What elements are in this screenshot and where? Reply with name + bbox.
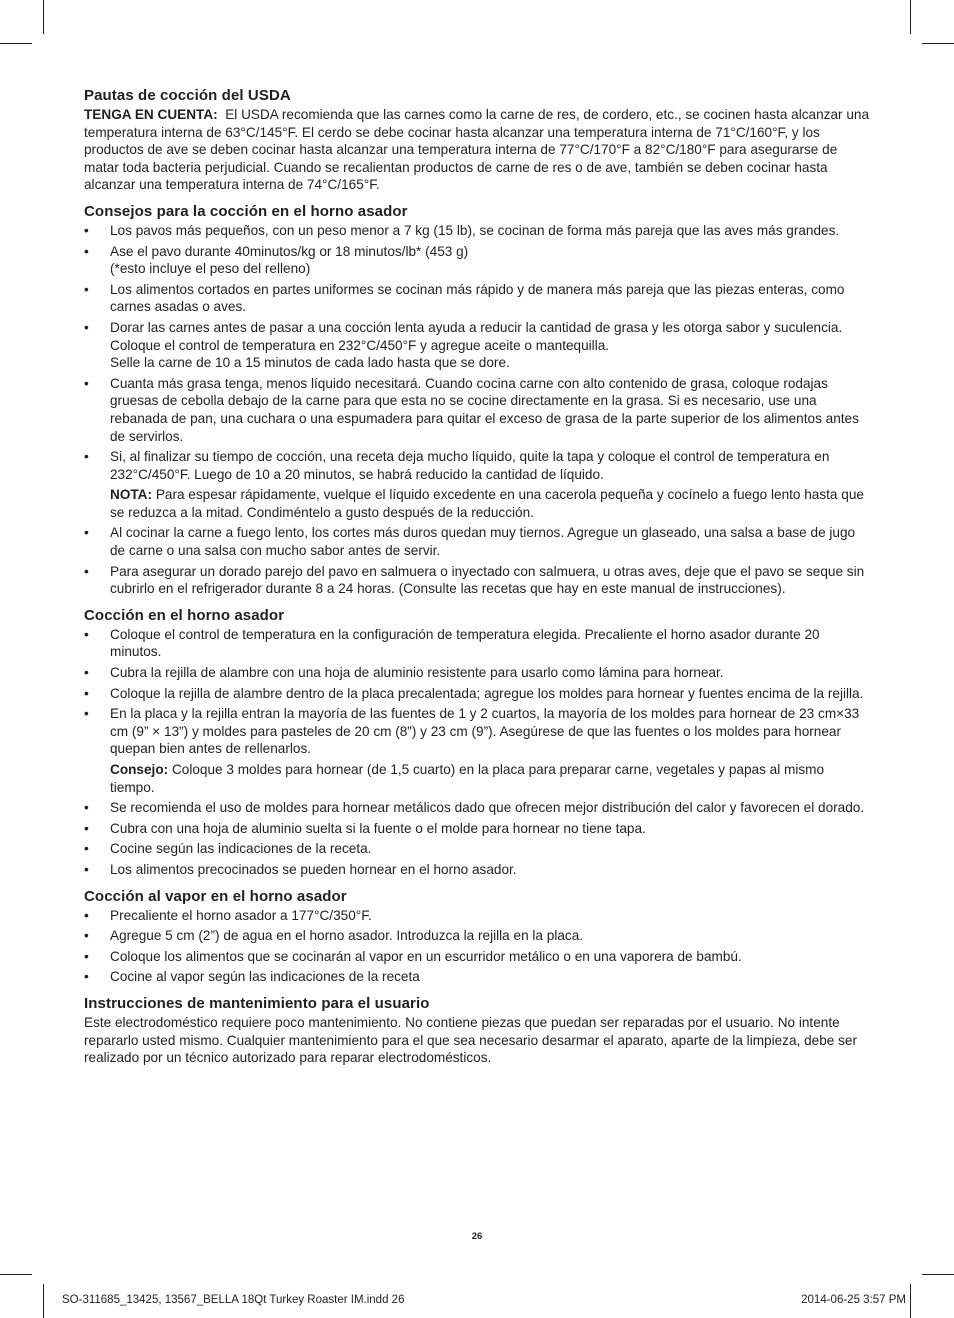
page-number: 26: [471, 1231, 483, 1242]
list-item: • En la placa y la rejilla entran la mayoría de las fuentes de 1 y 2 cuartos, la mayoría de los moldes para hornear de 23 cm×33 cm (9” × 13”) y moldes para pasteles de 20 cm (8”) y 23 cm (9”). Asegúrese de que las fuentes o los moldes para hornear quepan bien antes de rellenarlos.: [84, 706, 860, 757]
list-item: • Coloque los alimentos que se cocinarán al vapor en un escurridor metálico o en una vaporera de bambú.: [84, 948, 742, 964]
vapor-list: [84, 907, 872, 986]
list-item: • Cocine según las indicaciones de la receta.: [84, 841, 372, 857]
coccion-section: [84, 606, 872, 879]
coccion-heading: Cocción en el horno asador: [84, 606, 285, 624]
bullet: •: [84, 706, 89, 722]
bullet: •: [84, 948, 89, 964]
list-item: • Coloque la rejilla de alambre dentro de la placa precalentada; agregue los moldes para hornear y fuentes encima de la rejilla.: [84, 685, 864, 701]
list-item: • Ase el pavo durante 40minutos/kg or 18 minutos/lb* (453 g) (*esto incluye el peso del relleno): [84, 243, 469, 277]
bullet: •: [84, 626, 89, 642]
mantenimiento-text: Este electrodoméstico requiere poco mantenimiento. No contiene piezas que puedan ser reparadas por el usuario. No intente repararlo usted mismo. Cualquier mantenimiento para el que sea necesario desarmar el aparato, aparte de la limpieza, debe ser realizado por un técnico autorizado para reparar electrodomésticos.: [84, 1014, 857, 1066]
consejo-paragraph: [84, 761, 872, 796]
list-item: • Cubra la rejilla de alambre con una hoja de aluminio resistente para usarlo como lámina para hornear.: [84, 665, 724, 681]
consejos-list-continued: [84, 524, 872, 597]
bullet: •: [84, 907, 89, 923]
list-item: • Cubra con una hoja de aluminio suelta si la fuente o el molde para hornear no tiene tapa.: [84, 820, 646, 836]
bullet: •: [84, 449, 89, 465]
list-item: • Los pavos más pequeños, con un peso menor a 7 kg (15 lb), se cocinan de forma más pareja que las aves más grandes.: [84, 222, 840, 238]
list-item: • Precaliente el horno asador a 177°C/350°F.: [84, 907, 372, 923]
list-item: • Si, al finalizar su tiempo de cocción, una receta deja mucho líquido, quite la tapa y coloque el control de temperatura en 232°C/450°F. Luego de 10 a 20 minutos, se habrá reducido la cantidad de líquido.: [84, 449, 830, 482]
list-item: • Cocine al vapor según las indicaciones de la receta: [84, 969, 420, 985]
bullet: •: [84, 685, 89, 701]
slug-file: SO-311685_13425, 13567_BELLA 18Qt Turkey Roaster IM.indd 26: [62, 1294, 405, 1306]
nota-label: NOTA:: [110, 487, 153, 503]
usda-heading: Pautas de cocción del USDA: [84, 87, 291, 104]
usda-paragraph: [84, 106, 872, 194]
crop-mark: [0, 43, 32, 44]
bullet: •: [84, 928, 89, 944]
bullet: •: [84, 820, 89, 836]
crop-mark: [43, 1284, 44, 1318]
bullet: •: [84, 243, 89, 259]
crop-mark: [910, 0, 911, 34]
consejo-text: Coloque 3 moldes para hornear (de 1,5 cuarto) en la placa para preparar carne, vegetales y papas al mismo tiempo.: [110, 762, 825, 795]
bullet: •: [84, 525, 89, 541]
crop-mark: [43, 0, 44, 34]
coccion-list: [84, 626, 872, 758]
bullet: •: [84, 281, 89, 297]
coccion-list-continued: [84, 799, 872, 878]
list-item: • Los alimentos precocinados se pueden hornear en el horno asador.: [84, 861, 517, 877]
list-item: • Para asegurar un dorado parejo del pavo en salmuera o inyectado con salmuera, u otras aves, deje que el pavo se seque sin cubrirlo en el refrigerador durante 8 a 24 horas. (Consulte las recetas que hay en este manual de instrucciones).: [84, 563, 865, 597]
consejos-heading: Consejos para la cocción en el horno asador: [84, 202, 408, 220]
bullet: •: [84, 319, 89, 335]
page-content: [84, 86, 872, 1075]
mantenimiento-heading: Instrucciones de mantenimiento para el usuario: [84, 994, 430, 1012]
list-item: • Los alimentos cortados en partes uniformes se cocinan más rápido y de manera más pareja que las piezas enteras, como carnes asadas o aves.: [84, 281, 845, 315]
vapor-section: [84, 887, 872, 986]
bullet: •: [84, 841, 89, 857]
crop-mark: [0, 1274, 32, 1275]
list-item: • Dorar las carnes antes de pasar a una cocción lenta ayuda a reducir la cantidad de grasa y les otorga sabor y suculencia. Coloque el control de temperatura en 232°C/450°F y agregue aceite o mantequilla. Selle la carne de 10 a 15 minutos de cada lado hasta que se dore.: [84, 319, 843, 371]
nota-paragraph: [84, 486, 872, 521]
usda-text: El USDA recomienda que las carnes como la carne de res, de cordero, etc., se cocinen hasta alcanzar una temperatura interna de 63°C/145°F. El cerdo se debe cocinar hasta alcanzar una temperatura interna de 71°C/160°F, y los productos de ave se deben cocinar hasta alcanzar una temperatura interna de 77°C/170°F a 82°C/180°F para asegurarse de matar toda bacteria perjudicial. Cuando se recalientan productos de carne de res o de ave, también se deben cocinar hasta alcanzar una temperatura interna de 74°C/165°F.: [84, 107, 870, 193]
vapor-heading: Cocción al vapor en el horno asador: [84, 887, 347, 905]
consejos-section: [84, 202, 872, 598]
consejos-list: [84, 222, 872, 483]
list-item: • Se recomienda el uso de moldes para hornear metálicos dado que ofrecen mejor distribución del calor y favorecen el dorado.: [84, 800, 865, 816]
nota-text: Para espesar rápidamente, vuelque el líquido excedente en una cacerola pequeña y cocínelo a fuego lento hasta que se reduzca a la mitad. Condiméntelo a gusto después de la reducción.: [110, 487, 864, 520]
bullet: •: [84, 800, 89, 816]
crop-mark: [922, 43, 954, 44]
list-item: • Coloque el control de temperatura en la configuración de temperatura elegida. Precaliente el horno asador durante 20 minutos.: [84, 626, 820, 660]
list-item: • Al cocinar la carne a fuego lento, los cortes más duros quedan muy tiernos. Agregue un glaseado, una salsa a base de jugo de carne o una salsa con mucho sabor antes de servir.: [84, 525, 856, 559]
consejo-label: Consejo:: [110, 762, 169, 777]
bullet: •: [84, 375, 89, 391]
bullet: •: [84, 665, 89, 681]
bullet: •: [84, 222, 89, 238]
usda-lead: TENGA EN CUENTA:: [84, 107, 218, 122]
crop-mark: [922, 1274, 954, 1275]
usda-section: [84, 86, 872, 194]
crop-mark: [910, 1284, 911, 1318]
mantenimiento-section: [84, 994, 872, 1067]
slug-date: 2014-06-25 3:57 PM: [801, 1294, 906, 1306]
list-item: • Cuanta más grasa tenga, menos líquido necesitará. Cuando cocina carne con alto contenido de grasa, coloque rodajas gruesas de cebolla debajo de la carne para que esta no se cocine directamente en la grasa. Si es necesario, use una rebanada de pan, una cuchara o una espumadera para quitar el exceso de grasa de la parte superior de los alimentos antes de servirlos.: [84, 375, 859, 444]
bullet: •: [84, 563, 89, 579]
list-item: • Agregue 5 cm (2”) de agua en el horno asador. Introduzca la rejilla en la placa.: [84, 928, 584, 944]
bullet: •: [84, 969, 89, 985]
bullet: •: [84, 861, 89, 877]
